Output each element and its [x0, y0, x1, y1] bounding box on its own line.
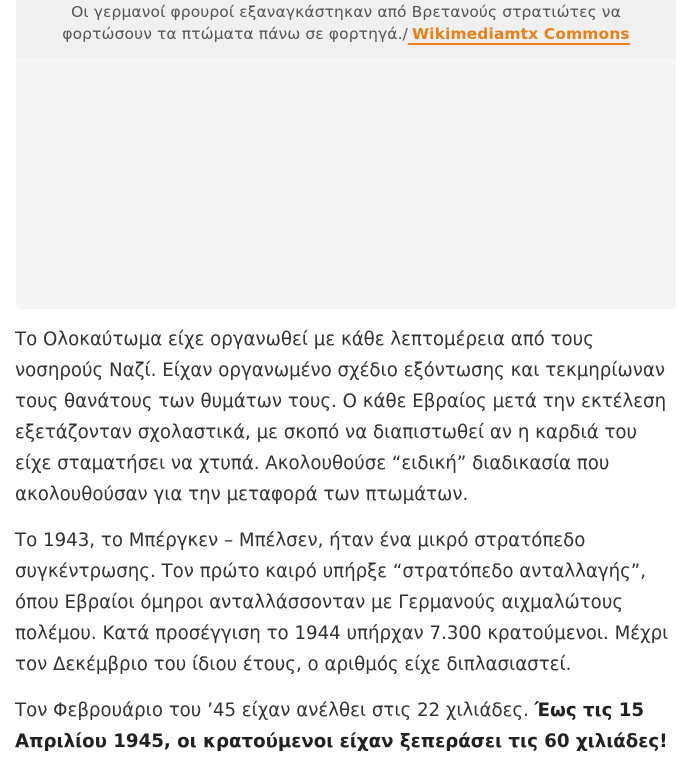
article-paragraph-3: [15, 695, 675, 757]
ad-placeholder: [16, 58, 676, 309]
image-caption: [16, 0, 676, 58]
article-paragraph-3-highlight: Έως τις 15 Απριλίου 1945, οι κρατούμενοι είχαν ξεπεράσει τις 60 χιλιάδες!: [15, 700, 668, 752]
caption-text: Οι γερμανοί φρουροί εξαναγκάστηκαν από Βρετανούς στρατιώτες να φορτώσουν τα πτώματα πάνω σε φορτηγά./: [62, 3, 621, 43]
caption-source-link[interactable]: Wikimediamtx Commons: [408, 25, 630, 45]
article-body: [15, 324, 675, 766]
article-paragraph-3-text: Τον Φεβρουάριο του ’45 είχαν ανέλθει στις 22 χιλιάδες.: [15, 700, 535, 721]
article-paragraph-2: Το 1943, το Μπέργκεν – Μπέλσεν, ήταν ένα μικρό στρατόπεδο συγκέντρωσης. Τον πρώτο καιρό υπήρξε “στρατόπεδο ανταλλαγής”, όπου Εβραίοι όμηροι ανταλλάσσονταν με Γερμανούς αιχμαλώτους πολέμου. Κατά προσέγγιση το 1944 υπήρχαν 7.300 κρατούμενοι. Μέχρι τον Δεκέμβριο του ίδιου έτους, ο αριθμός είχε διπλασιαστεί.: [15, 530, 669, 675]
article-paragraph-1: Το Ολοκαύτωμα είχε οργανωθεί με κάθε λεπτομέρεια από τους νοσηρούς Ναζί. Είχαν οργανωμένο σχέδιο εξόντωσης και τεκμηρίωναν τους θανάτους των θυμάτων τους. Ο κάθε Εβραίος μετά την εκτέλεση εξετάζονταν σχολαστικά, με σκοπό να διαπιστωθεί αν η καρδιά του είχε σταματήσει να χτυπά. Ακολουθούσε “ειδική” διαδικασία που ακολουθούσαν για την μεταφορά των πτωμάτων.: [15, 329, 667, 505]
